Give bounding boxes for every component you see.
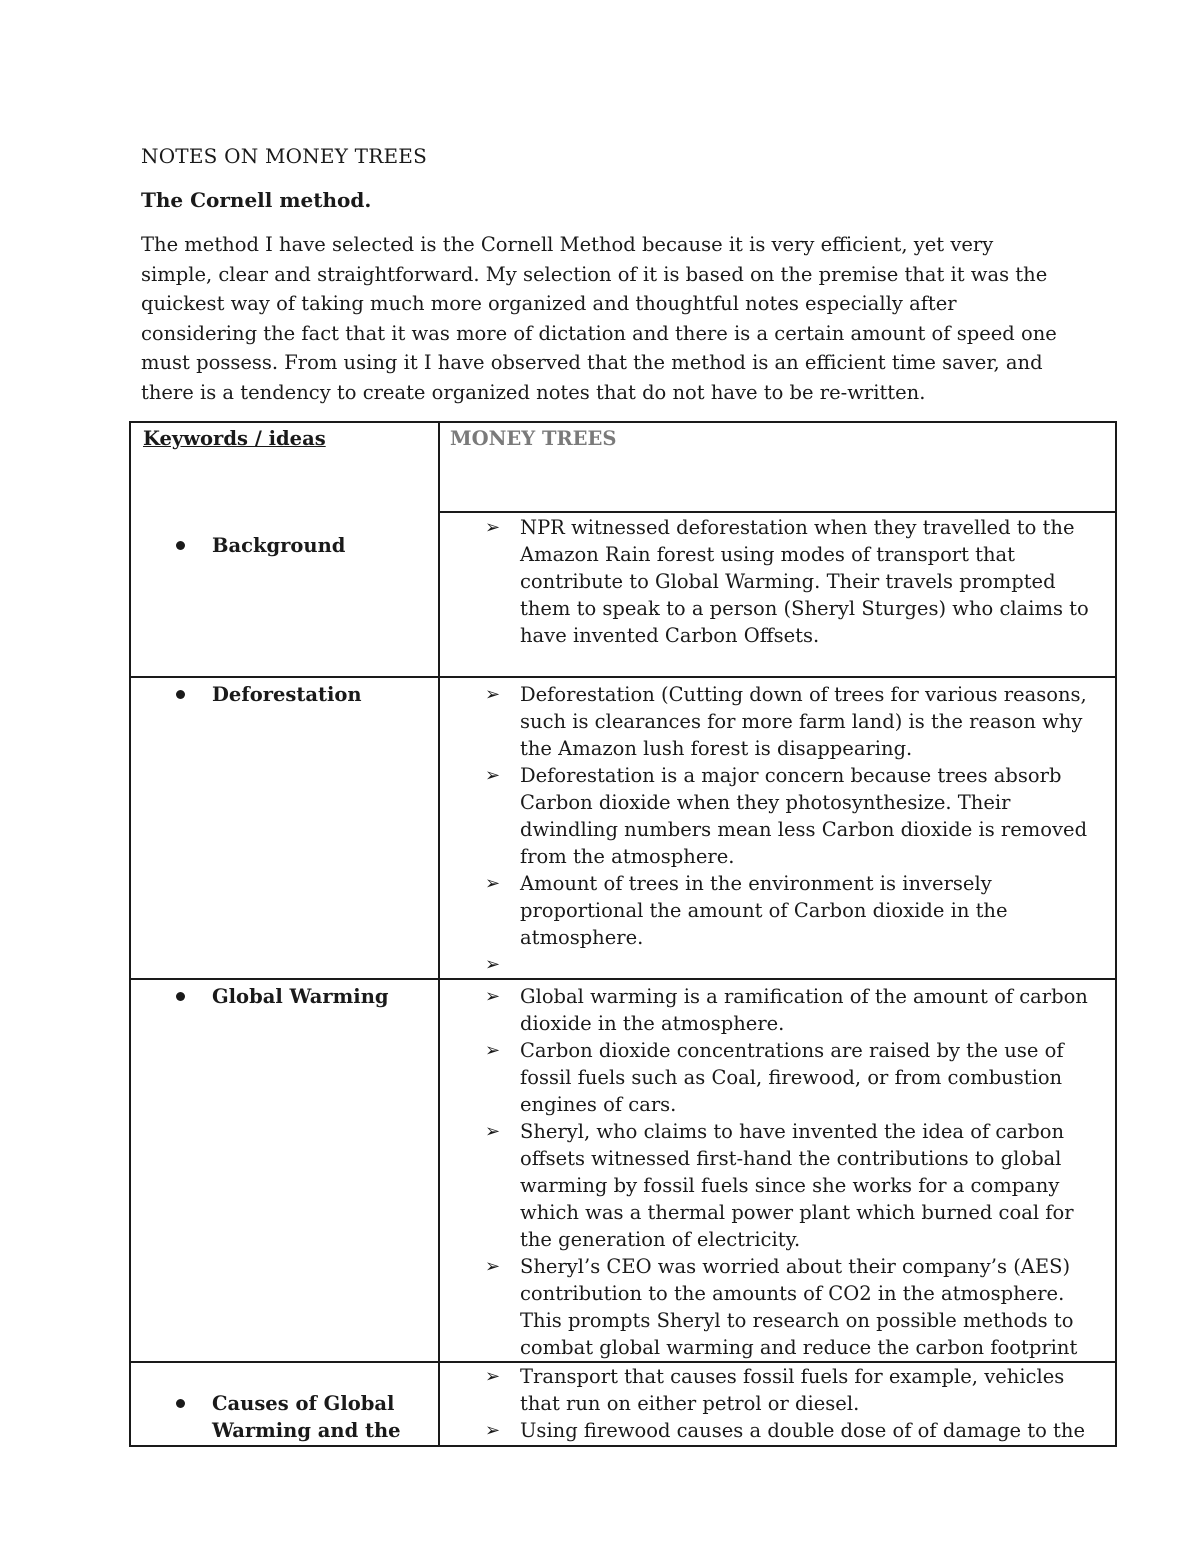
note-item: ➢ Global warming is a ramification of the amount of carbon dioxide in the atmosphere. [520, 983, 1107, 1037]
keyword-item [131, 1390, 438, 1444]
note-item: ➢ Deforestation is a major concern because trees absorb Carbon dioxide when they photosynthesize. Their dwindling numbers mean less Carbon dioxide is removed from the atmosphere. [520, 762, 1107, 870]
note-item: ➢ Transport that causes fossil fuels for example, vehicles that run on either petrol or diesel. [520, 1363, 1107, 1417]
bullet-icon [176, 690, 185, 699]
table-row [130, 1362, 1116, 1446]
keyword-item [131, 983, 438, 1010]
note-item: ➢ Using firewood causes a double dose of of damage to the [520, 1417, 1107, 1444]
keyword-label: Global Warming [212, 985, 389, 1008]
notes-cell [439, 512, 1116, 677]
note-item: ➢ Amount of trees in the environment is inversely proportional the amount of Carbon dioxide in the atmosphere. [520, 870, 1107, 951]
notes-list [440, 1363, 1115, 1444]
keyword-label: Deforestation [212, 683, 362, 706]
note-item: ➢ Carbon dioxide concentrations are raised by the use of fossil fuels such as Coal, firewood, or from combustion engines of cars. [520, 1037, 1107, 1118]
cornell-notes-table [129, 421, 1117, 1447]
keyword-item [131, 681, 438, 708]
intro-paragraph: The method I have selected is the Cornell Method because it is very efficient, yet very simple, clear and straightforward. My selection of it is based on the premise that it was the quickest way of taking much more organized and thoughtful notes especially after considering the fact that it was more of dictation and there is a certain amount of speed one must possess. From using it I have observed that the method is an efficient time saver, and there is a tendency to create organized notes that do not have to be re-written. [141, 233, 1057, 404]
keyword-cell-background [130, 422, 439, 677]
bullet-icon [176, 1399, 185, 1408]
keyword-cell [130, 1362, 439, 1446]
note-item-empty [520, 951, 1107, 978]
notes-cell [439, 979, 1116, 1362]
method-subtitle: The Cornell method. [141, 188, 372, 212]
keyword-label: Background [212, 534, 346, 557]
note-item: ➢ Sheryl’s CEO was worried about their company’s (AES) contribution to the amounts of CO2 in the atmosphere. This prompts Sheryl to research on possible methods to combat global warming and reduce the carbon footprint [520, 1253, 1107, 1361]
note-item: ➢ NPR witnessed deforestation when they travelled to the Amazon Rain forest using modes of transport that contribute to Global Warming. Their travels prompted them to speak to a person (Sheryl Sturges) who claims to have invented Carbon Offsets. [520, 514, 1107, 649]
table-header-row [130, 422, 1116, 512]
notes-list [440, 983, 1115, 1361]
note-item: ➢ Deforestation (Cutting down of trees for various reasons, such is clearances for more farm land) is the reason why the Amazon lush forest is disappearing. [520, 681, 1107, 762]
keyword-label: Causes of Global Warming and the [212, 1392, 401, 1442]
table-row [130, 677, 1116, 979]
keywords-header: Keywords / ideas [143, 427, 326, 450]
keyword-cell [130, 677, 439, 979]
notes-header-cell [439, 422, 1116, 512]
bullet-icon [176, 992, 185, 1001]
notes-cell [439, 677, 1116, 979]
document-title: NOTES ON MONEY TREES [141, 144, 427, 168]
bullet-icon [176, 541, 185, 550]
notes-list [440, 681, 1115, 978]
note-item: ➢ Sheryl, who claims to have invented the idea of carbon offsets witnessed first-hand the contributions to global warming by fossil fuels since she works for a company which was a thermal power plant which burned coal for the generation of electricity. [520, 1118, 1107, 1253]
keyword-cell [130, 979, 439, 1362]
notes-list [440, 514, 1115, 649]
notes-header: MONEY TREES [450, 427, 617, 450]
keyword-item [131, 532, 438, 559]
notes-cell [439, 1362, 1116, 1446]
table-row [130, 979, 1116, 1362]
